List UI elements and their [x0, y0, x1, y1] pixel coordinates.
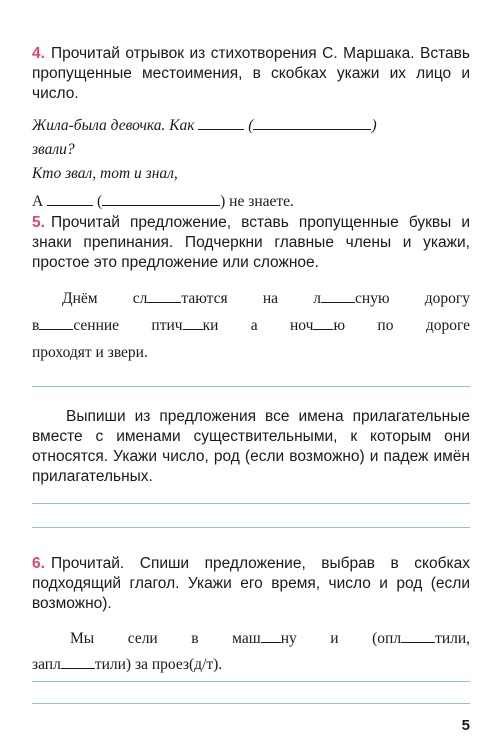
word [313, 290, 389, 307]
word: в [191, 630, 199, 647]
word-part: ю [333, 317, 346, 334]
paren-open: ( [248, 117, 254, 134]
word [232, 630, 297, 647]
word: а [250, 317, 258, 334]
paren-close: ) [371, 117, 377, 134]
word-part: л [313, 290, 322, 307]
page-number: 5 [461, 717, 470, 734]
letter-blank[interactable] [401, 628, 435, 643]
word: Мы [70, 630, 95, 647]
word-part: тили, [435, 630, 471, 647]
word-part: ну [280, 630, 297, 647]
word-part: таются [181, 290, 228, 307]
pronoun-blank[interactable] [47, 191, 93, 206]
writing-line[interactable] [32, 703, 470, 704]
task-4 [32, 44, 470, 214]
task-5-number: 5. [32, 214, 45, 231]
word: дороге [425, 317, 470, 334]
poem-line-2 [32, 138, 470, 162]
pronoun-blank[interactable] [198, 115, 244, 130]
task-5-instruction-2-text: Выпиши из предложения все имена прилагательные вместе с именами существительными, к которым они относятся. Укажи число, род (если возможно) и падеж имён прилагательных. [32, 408, 470, 485]
poem-text: звали? [32, 141, 75, 158]
poem-line-3 [32, 162, 470, 186]
task-5 [32, 213, 470, 366]
word: и [330, 630, 339, 647]
word [151, 317, 218, 334]
writing-line[interactable] [32, 503, 470, 504]
letter-blank[interactable] [313, 315, 333, 330]
poem-line-4 [32, 190, 470, 214]
word: Днём [62, 290, 98, 307]
letter-blank[interactable] [39, 315, 73, 330]
word [290, 317, 345, 334]
task-6-instruction [32, 554, 470, 614]
task-6-instruction-text: Прочитай. Спиши предложение, выбрав в скобках подходящий глагол. Укажи его время, число и род (если возможно). [32, 555, 470, 612]
word: проходят и звери. [32, 344, 148, 361]
writing-line[interactable] [32, 681, 470, 682]
word [372, 630, 470, 647]
word-part: сл [132, 290, 148, 307]
letter-blank[interactable] [61, 654, 95, 669]
task-4-instruction-text: Прочитай отрывок из стихотворения С. Маршака. Вставь пропущенные местоимения, в скобках укажи их лицо и число. [32, 45, 470, 102]
word-part: сную [355, 290, 390, 307]
sentence-line-1 [32, 285, 470, 312]
writing-line[interactable] [32, 386, 470, 387]
word [32, 656, 222, 673]
task-5-instruction-2 [32, 407, 470, 487]
task-4-number: 4. [32, 45, 45, 62]
poem-line-1 [32, 114, 470, 138]
word: дорогу [424, 290, 471, 307]
word [32, 317, 119, 334]
word: по [377, 317, 394, 334]
poem-text: Кто звал, тот и знал, [32, 165, 178, 182]
word-part: запл [32, 656, 61, 673]
sentence-line-3 [32, 339, 470, 366]
letter-blank[interactable] [147, 288, 181, 303]
sentence-line-2 [32, 312, 470, 339]
paren-open: ( [96, 193, 103, 210]
letter-blank[interactable] [183, 315, 203, 330]
task-5-instruction-text: Прочитай предложение, вставь пропущенные буквы и знаки препинания. Подчеркни главные члены и укажи, простое это предложение или сложное. [32, 214, 470, 271]
task-6-number: 6. [32, 555, 45, 572]
task-6 [32, 554, 470, 678]
poem-text: Жила-была девочка. Как [32, 117, 195, 134]
sentence-line-2 [32, 652, 470, 678]
task-4-instruction [32, 44, 470, 104]
word-part: маш [232, 630, 261, 647]
task-5-part-2 [32, 407, 470, 487]
task-6-sentence [32, 626, 470, 678]
poem [32, 114, 470, 214]
task-5-sentence [32, 285, 470, 366]
poem-text: ) не знаете. [220, 193, 294, 210]
letter-blank[interactable] [321, 288, 355, 303]
word [133, 290, 228, 307]
person-number-blank[interactable] [253, 115, 371, 130]
sentence-line-1 [32, 626, 470, 652]
word-part: тили) за проез(д/т). [94, 656, 223, 673]
word-part: в [32, 317, 40, 334]
poem-text: А [32, 193, 44, 210]
word: сели [127, 630, 158, 647]
word-part: птич [151, 317, 183, 334]
person-number-blank[interactable] [102, 191, 220, 206]
word: на [262, 290, 279, 307]
word-part: (опл [372, 630, 402, 647]
writing-line[interactable] [32, 527, 470, 528]
word-part: сенние [73, 317, 120, 334]
word-part: ки [202, 317, 219, 334]
word-part: ноч [290, 317, 314, 334]
letter-blank[interactable] [261, 628, 281, 643]
task-5-instruction [32, 213, 470, 273]
